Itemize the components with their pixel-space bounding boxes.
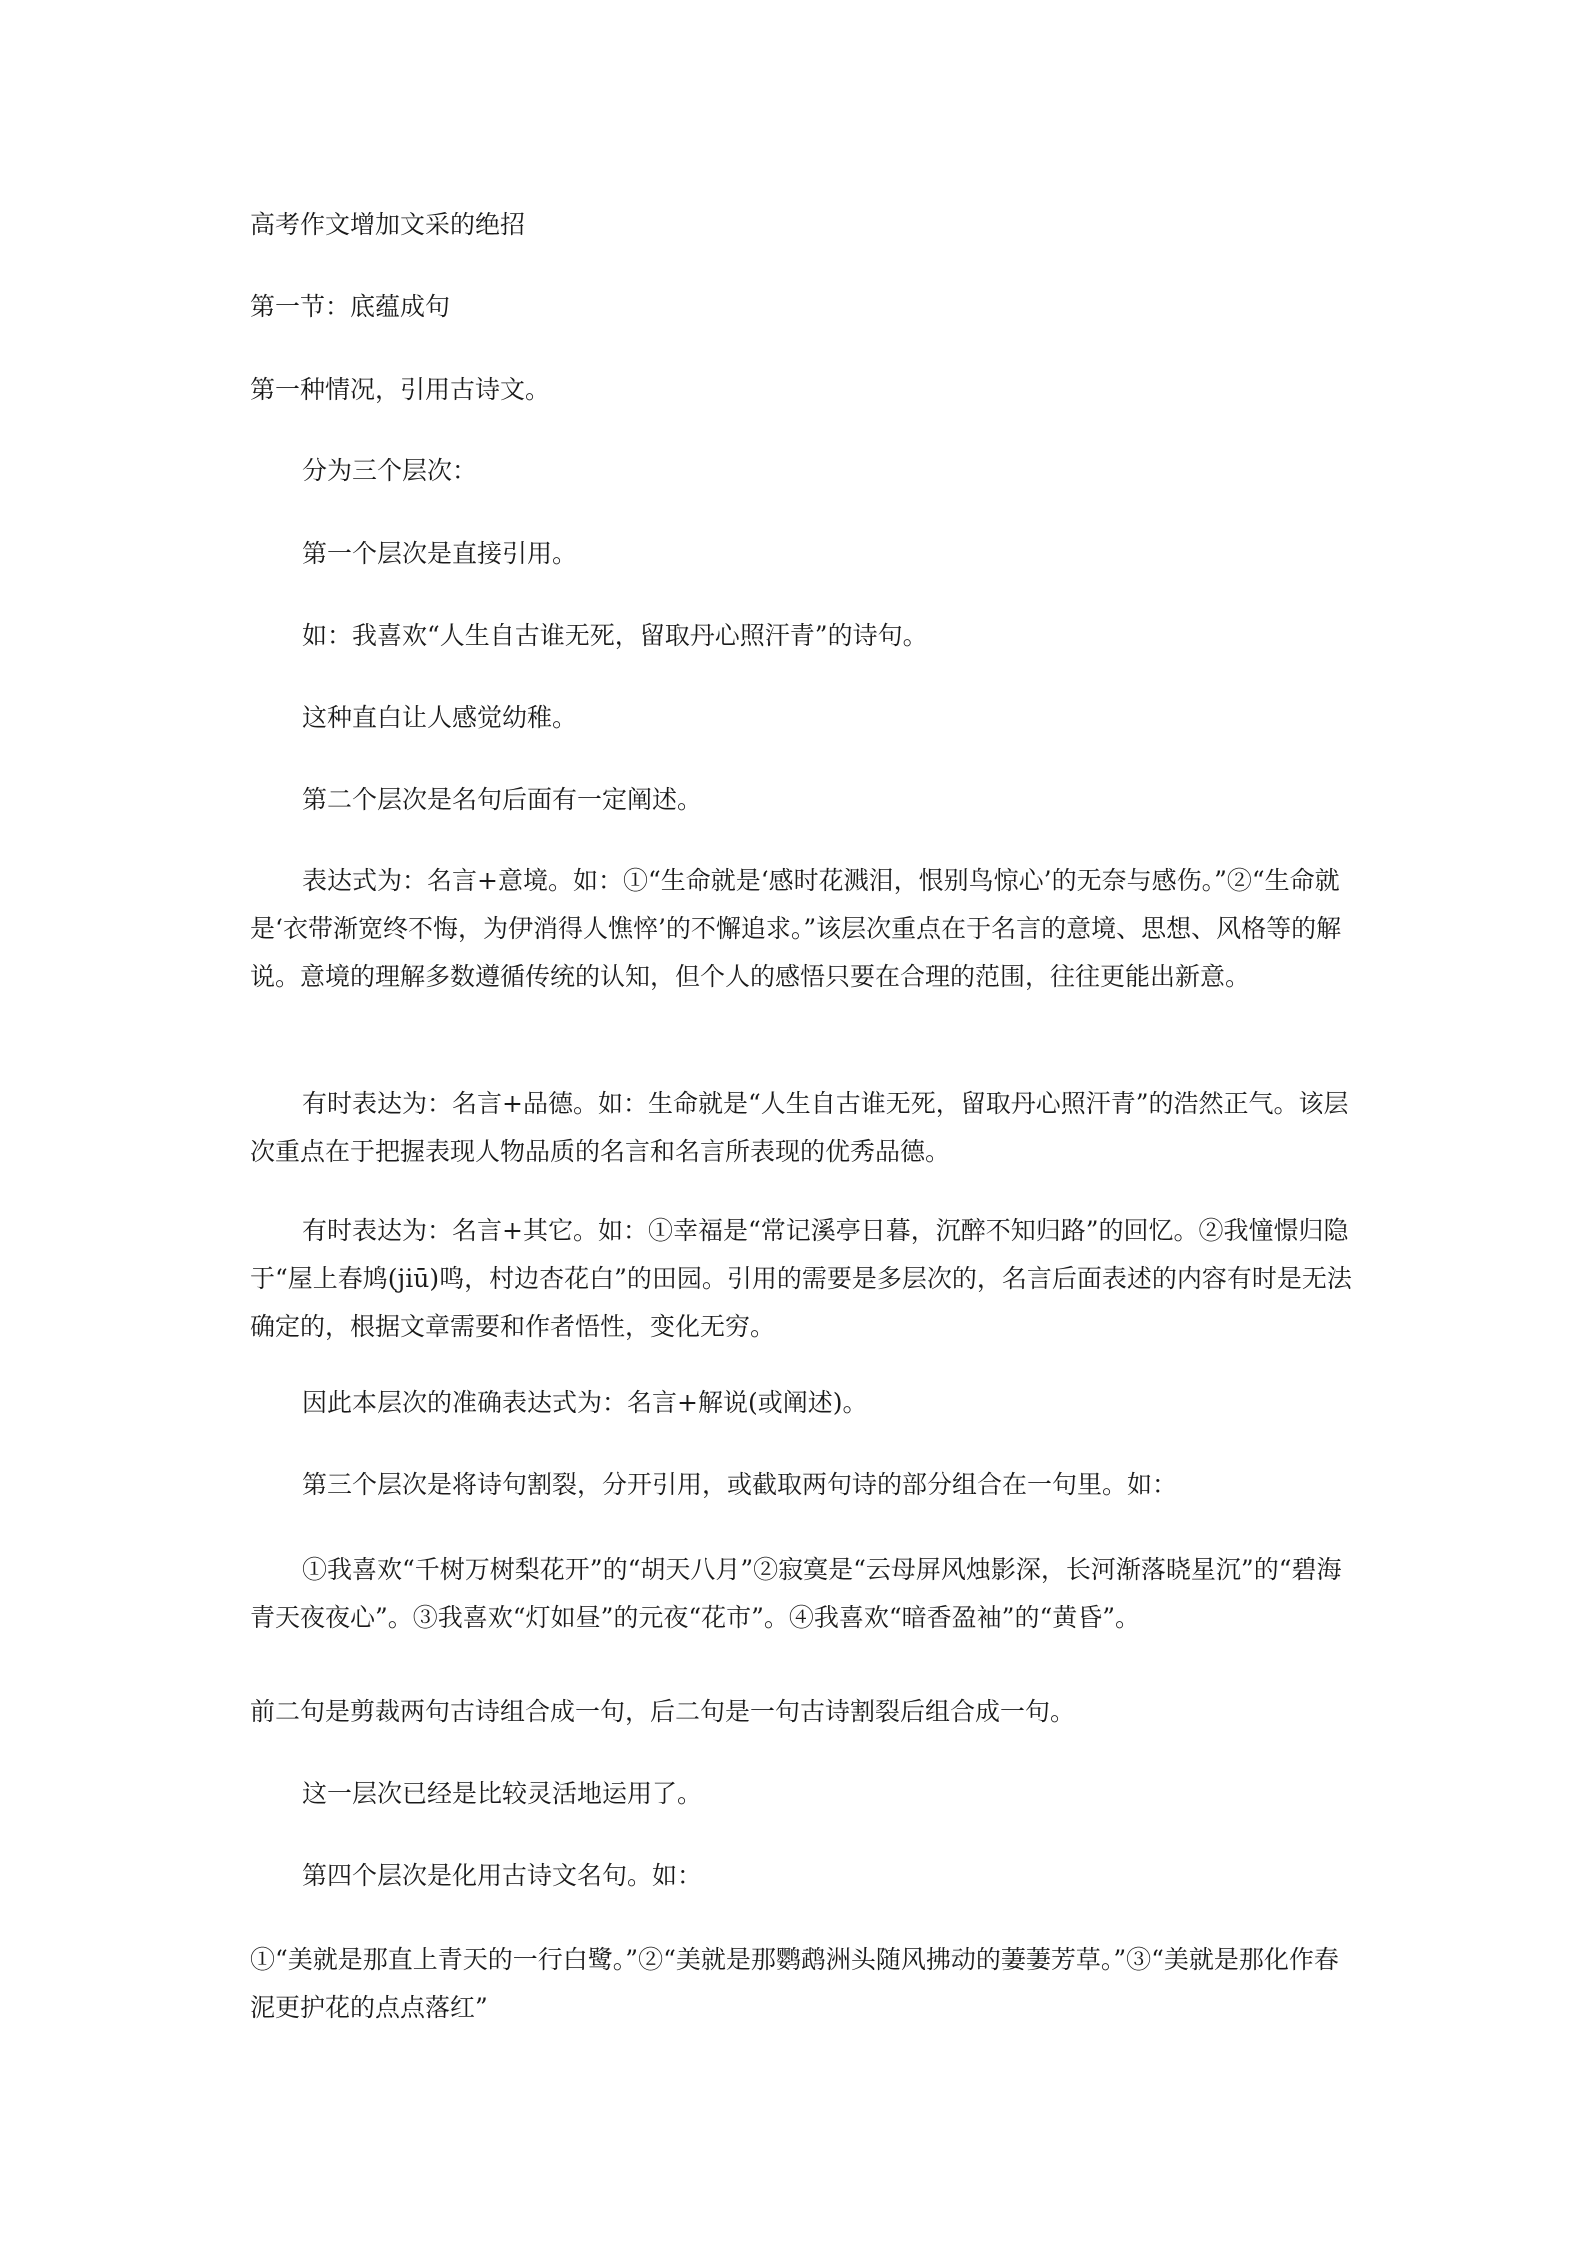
paragraph-precise-expression: 因此本层次的准确表达式为：名言+解说(或阐述)。 (302, 1388, 868, 1417)
paragraph-level-one-example: 如：我喜欢“人生自古谁无死，留取丹心照汗青”的诗句。 (302, 621, 928, 650)
paragraph-level-one-comment: 这种直白让人感觉幼稚。 (302, 703, 578, 732)
section-heading: 第一节：底蕴成句 (250, 292, 451, 321)
paragraph-level-four: 第四个层次是化用古诗文名句。如： (302, 1861, 703, 1890)
paragraph-expression-virtue: 有时表达为：名言+品德。如：生命就是“人生自古谁无死，留取丹心照汗青”的浩然正气。该层次重点在于把握表现人物品质的名言和名言所表现的优秀品德。 (250, 1089, 1349, 1166)
paragraph-level-one: 第一个层次是直接引用。 (302, 539, 578, 568)
paragraph-levels-intro: 分为三个层次： (302, 456, 478, 485)
paragraph-level-three-examples: ①我喜欢“千树万树梨花开”的“胡天八月”②寂寞是“云母屏风烛影深，长河渐落晓星沉”的“碧海青天夜夜心”。③我喜欢“灯如昼”的元夜“花市”。④我喜欢“暗香盈袖”的“黄昏”。 (250, 1555, 1342, 1632)
paragraph-level-three-note: 前二句是剪裁两句古诗组合成一句，后二句是一句古诗割裂后组合成一句。 (250, 1697, 1076, 1726)
paragraph-expression-other: 有时表达为：名言+其它。如：①幸福是“常记溪亭日暮，沉醉不知归路”的回忆。②我憧憬归隐于“屋上春鸠(jiū)鸣，村边杏花白”的田园。引用的需要是多层次的，名言后面表述的内容有时是无法确定的，根据文章需要和作者悟性，变化无穷。 (250, 1216, 1352, 1341)
case-heading: 第一种情况，引用古诗文。 (250, 375, 551, 404)
paragraph-expression-mood: 表达式为：名言+意境。如：①“生命就是‘感时花溅泪，恨别鸟惊心’的无奈与感伤。”②“生命就是‘衣带渐宽终不悔，为伊消得人憔悴’的不懈追求。”该层次重点在于名言的意境、思想、风格等的解说。意境的理解多数遵循传统的认知，但个人的感悟只要在合理的范围，往往更能出新意。 (250, 866, 1342, 991)
paragraph-level-three-comment: 这一层次已经是比较灵活地运用了。 (302, 1779, 703, 1808)
document-title: 高考作文增加文采的绝招 (250, 210, 526, 239)
paragraph-level-two: 第二个层次是名句后面有一定阐述。 (302, 785, 703, 814)
paragraph-level-three: 第三个层次是将诗句割裂，分开引用，或截取两句诗的部分组合在一句里。如： (302, 1470, 1178, 1499)
paragraph-level-four-examples: ①“美就是那直上青天的一行白鹭。”②“美就是那鹦鹉洲头随风拂动的萋萋芳草。”③“美就是那化作春泥更护花的点点落红” (250, 1945, 1339, 2022)
